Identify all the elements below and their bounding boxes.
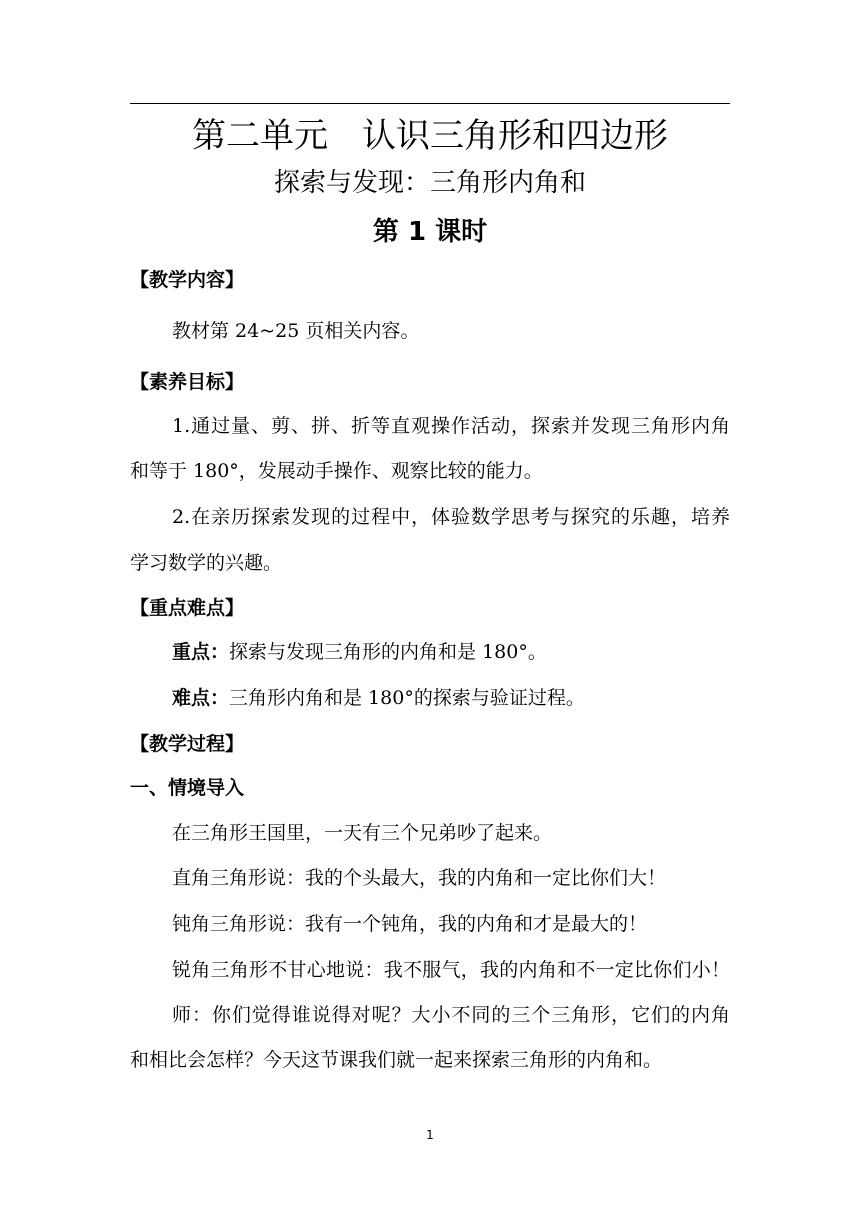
difficulty-label: 难点： bbox=[172, 687, 230, 709]
paragraph: 锐角三角形不甘心地说：我不服气，我的内角和不一定比你们小！ bbox=[172, 959, 730, 981]
section-heading-goals: 【素养目标】 bbox=[130, 371, 245, 393]
key-point-text: 探索与发现三角形的内角和是 180°。 bbox=[229, 641, 547, 663]
paragraph: 钝角三角形说：我有一个钝角，我的内角和才是最大的！ bbox=[172, 913, 648, 935]
section-heading-key-points: 【重点难点】 bbox=[130, 597, 245, 619]
paragraph-line-1: 师：你们觉得谁说得对呢？大小不同的三个三角形，它们的内角 bbox=[172, 1004, 730, 1026]
paragraph-line-2: 和相比会怎样？今天这节课我们就一起来探索三角形的内角和。 bbox=[130, 1049, 663, 1071]
header-rule bbox=[130, 103, 730, 104]
lesson-subtitle: 探索与发现：三角形内角和 bbox=[273, 168, 586, 198]
key-point bbox=[130, 637, 730, 667]
content-text: 教材第 24~25 页相关内容。 bbox=[172, 320, 420, 342]
unit-title: 第二单元 认识三角形和四边形 bbox=[192, 116, 668, 156]
key-point-label: 重点： bbox=[172, 641, 230, 663]
paragraph: 在三角形王国里，一天有三个兄弟吵了起来。 bbox=[172, 822, 553, 844]
goal-1-line-2: 和等于 180°，发展动手操作、观察比较的能力。 bbox=[130, 460, 543, 482]
part-1-heading: 一、情境导入 bbox=[130, 777, 245, 799]
page-number: 1 bbox=[426, 1128, 434, 1142]
goal-2-line-2: 学习数学的兴趣。 bbox=[130, 552, 283, 574]
goal-1-line-1: 1.通过量、剪、拼、折等直观操作活动，探索并发现三角形内角 bbox=[172, 415, 730, 437]
difficulty-text: 三角形内角和是 180°的探索与验证过程。 bbox=[229, 687, 585, 709]
paragraph: 直角三角形说：我的个头最大，我的内角和一定比你们大！ bbox=[172, 867, 667, 889]
section-heading-content: 【教学内容】 bbox=[130, 269, 245, 291]
section-heading-process: 【教学过程】 bbox=[130, 733, 245, 755]
goal-2-line-1: 2.在亲历探索发现的过程中，体验数学思考与探究的乐趣，培养 bbox=[172, 506, 730, 528]
lesson-number: 第 1 课时 bbox=[372, 217, 488, 247]
difficulty-point bbox=[130, 683, 730, 713]
